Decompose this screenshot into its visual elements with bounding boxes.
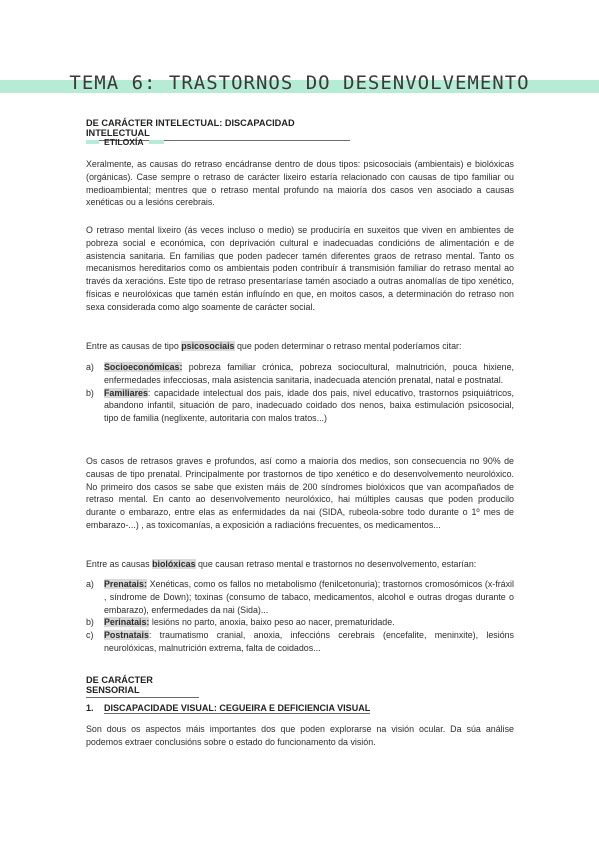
list-item-text: pobreza familiar crónica, pobreza sociocultural, malnutrición, pouca hixiene, enfermedades infecciosas, mala asistencia sanitaria, inadecuada atención prenatal, natal e postnatal. [104,362,514,385]
list-item-text: : traumatismo cranial, anoxia, infeccións cerebrais (encefalite, meninxite), lesións neurolóxicas, malnutrición extrema, falta de coidados... [104,630,514,653]
numbered-heading-visual [86,703,370,713]
list-marker: a) [86,579,94,589]
list-biological-causes [86,578,514,655]
subheading-etiology [86,137,164,147]
paragraph-visual-aspects: Son dous os aspectos máis importantes dos que poden explorarse na visión ocular. Da súa análise podemos extraer conclusións sobre o estado do funcionamento da visión. [86,724,514,747]
section-heading-intellectual: DE CARÁCTER INTELECTUAL: DISCAPACIDAD INTELECTUAL [86,118,350,141]
list-item [86,387,514,425]
list-item-text: : capacidade intelectual dos pais, idade dos pais, nivel educativo, trastornos psiquiátricos, abandono infantil, situación de paro, inadecuado coidado dos nenos, baixa estimulación psicosocial, tipo de familia (neglixente, autoritaria con malos tratos...) [104,387,514,424]
list-item-term: Familiares [104,387,148,398]
subheading-label: ETILOXÍA [104,137,144,147]
text-before: Entre as causas de tipo [86,341,182,351]
list-item-term: Socioeconómicas: [104,362,183,372]
list-psychosocial-causes [86,361,514,425]
page-title: TEMA 6: TRASTORNOS DO DESENVOLVEMENTO [69,72,530,94]
list-marker: b) [86,387,94,398]
heading-number: 1. [86,703,94,713]
paragraph-causes-types: Xeralmente, as causas do retraso encádranse dentro de dous tipos: psicosociais (ambientais) e biolóxicas (orgánicas). Case sempre o retraso de carácter lixeiro estaría relacionado con causas de tipo familiar ou medioambiental; mentres que o retraso mental profundo na maioría dos casos ven asociado a causas xenéticas ou a lesións cerebrais. [86,159,514,208]
paragraph-biological-intro [86,558,514,571]
list-item [86,629,514,655]
paragraph-severe-cases: Os casos de retrasos graves e profundos, así como a maioría dos medios, son consecuencia no 90% de causas de tipo prenatal. Principalmente por trastornos de tipo xenético e do desenvolvemento neurolóxico. No primeiro dos casos se sabe que existen máis de 200 síndromes biolóxicos que van acompañados de retraso mental. En canto ao desenvolvemento neurolóxico, hai múltiples causas que poden producilo durante o embarazo, entre elas as enfermidades da nai (SIDA, rubeola-sobre todo durante o 1º mes de embarazo-...) , as toxicomanías, a exposición a radiacións frecuentes, os medicamentos... [86,456,514,530]
paragraph-mild-retardation: O retraso mental lixeiro (ás veces incluso o medio) se produciría en suxeitos que viven en ambientes de pobreza social e económica, con deprivación cultural e inadecuadas condicións de alimentación e de asistencia sanitaria. En familias que poden padecer tamén diferentes graos de retraso mental. Tanto os mecanismos hereditarios como os ambientais poden contribuír á transmisión familiar do retraso mental ao través da xeracións. Este tipo de retraso presentaríase tamén asociado a outras anomalías de tipo xenético, físicas e neurolóxicas que tamén están influíndo en que, en moitos casos, a determinación do retraso non sexa considerada como algo soamente de carácter social. [86,225,514,312]
section-heading-sensory: DE CARÁCTER SENSORIAL [86,675,199,698]
list-item-text: lesións no parto, anoxia, baixo peso ao nacer, prematuridade. [149,617,395,628]
list-item [86,578,514,616]
list-item-term: Prenatais: [104,579,147,589]
list-marker: c) [86,630,94,641]
subheading-bar-left [86,140,99,144]
text-after: que poden determinar o retraso mental poderíamos citar: [234,341,462,351]
subheading-bar-right [149,140,164,144]
list-item-term: Postnatais [104,630,149,641]
paragraph-psychosocial-intro [86,340,514,353]
list-item [86,616,514,629]
highlight-biological: biolóxicas [152,559,196,569]
list-marker: b) [86,617,94,628]
list-item [86,361,514,387]
highlight-psychosocial: psicosociais [181,341,235,351]
list-item-term: Perinatais: [104,617,150,628]
heading-text: DISCAPACIDADE VISUAL: CEGUEIRA E DEFICIENCIA VISUAL [104,703,371,713]
list-item-text: Xenéticas, como os fallos no metabolismo (fenilcetonuria); trastornos cromosómicos (x-fráxil , síndrome de Down); toxinas (consumo de tabaco, medicamentos, alcohol e outras drogas durante o embarazo), enfermedades da nai (Sida)... [104,579,514,615]
list-marker: a) [86,362,94,372]
text-after: que causan retraso mental e trastornos no desenvolvemento, estarían: [195,559,477,569]
text-before: Entre as causas [86,559,153,569]
